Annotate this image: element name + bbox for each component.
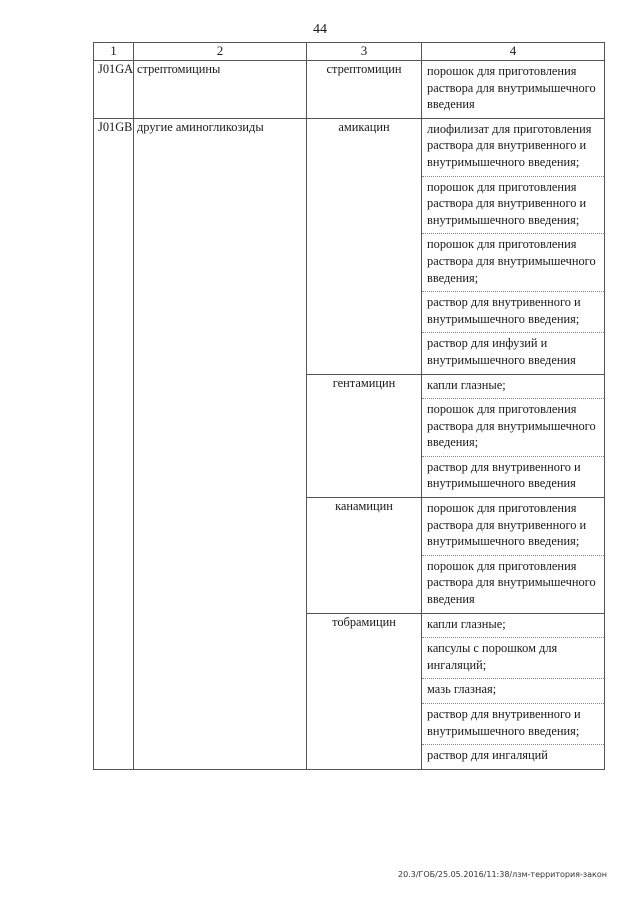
drug-name: гентамицин	[307, 374, 422, 498]
document-footer: 20.3/ГОБ/25.05.2016/11:38/лзм-территория-закон	[398, 870, 607, 879]
table-row	[94, 61, 605, 119]
group-name: другие аминогликозиды	[134, 118, 307, 769]
header-col-1: 1	[94, 43, 134, 61]
header-col-3: 3	[307, 43, 422, 61]
atc-code: J01GA	[94, 61, 134, 119]
dosage-form: мазь глазная;	[422, 679, 604, 704]
table-row	[94, 118, 605, 374]
dosage-forms-cell	[422, 613, 605, 769]
dosage-form: капли глазные;	[422, 375, 604, 400]
drug-name: стрептомицин	[307, 61, 422, 119]
dosage-form: порошок для приготовления раствора для внутривенного и внутримышечного введения;	[422, 498, 604, 556]
dosage-form: капли глазные;	[422, 614, 604, 639]
dosage-form: раствор для инфузий и внутримышечного введения	[427, 336, 576, 367]
dosage-form: порошок для приготовления раствора для внутримышечного введения	[427, 64, 596, 112]
dosage-form: лиофилизат для приготовления раствора для внутривенного и внутримышечного введения;	[422, 119, 604, 177]
group-name: стрептомицины	[134, 61, 307, 119]
dosage-form: раствор для внутривенного и внутримышечного введения;	[422, 292, 604, 333]
dosage-form: порошок для приготовления раствора для внутримышечного введения;	[422, 399, 604, 457]
drug-name: амикацин	[307, 118, 422, 374]
dosage-form: раствор для внутривенного и внутримышечного введения;	[422, 704, 604, 745]
table-header-row	[94, 43, 605, 61]
dosage-form: раствор для внутривенного и внутримышечного введения	[427, 459, 581, 491]
dosage-form: порошок для приготовления раствора для внутривенного и внутримышечного введения;	[422, 177, 604, 235]
dosage-forms-cell	[422, 118, 605, 374]
dosage-forms-cell	[422, 61, 605, 119]
dosage-form: капсулы с порошком для ингаляций;	[422, 638, 604, 679]
dosage-form: порошок для приготовления раствора для внутримышечного введения;	[422, 234, 604, 292]
dosage-forms-cell	[422, 374, 605, 498]
drug-name: тобрамицин	[307, 613, 422, 769]
drug-table	[93, 42, 605, 770]
drug-name: канамицин	[307, 498, 422, 614]
page-number: 44	[313, 22, 327, 37]
header-col-4: 4	[422, 43, 605, 61]
dosage-form: порошок для приготовления раствора для внутримышечного введения	[427, 558, 596, 607]
header-col-2: 2	[134, 43, 307, 61]
atc-code: J01GB	[94, 118, 134, 769]
dosage-form: раствор для ингаляций	[427, 748, 548, 763]
dosage-forms-cell	[422, 498, 605, 614]
